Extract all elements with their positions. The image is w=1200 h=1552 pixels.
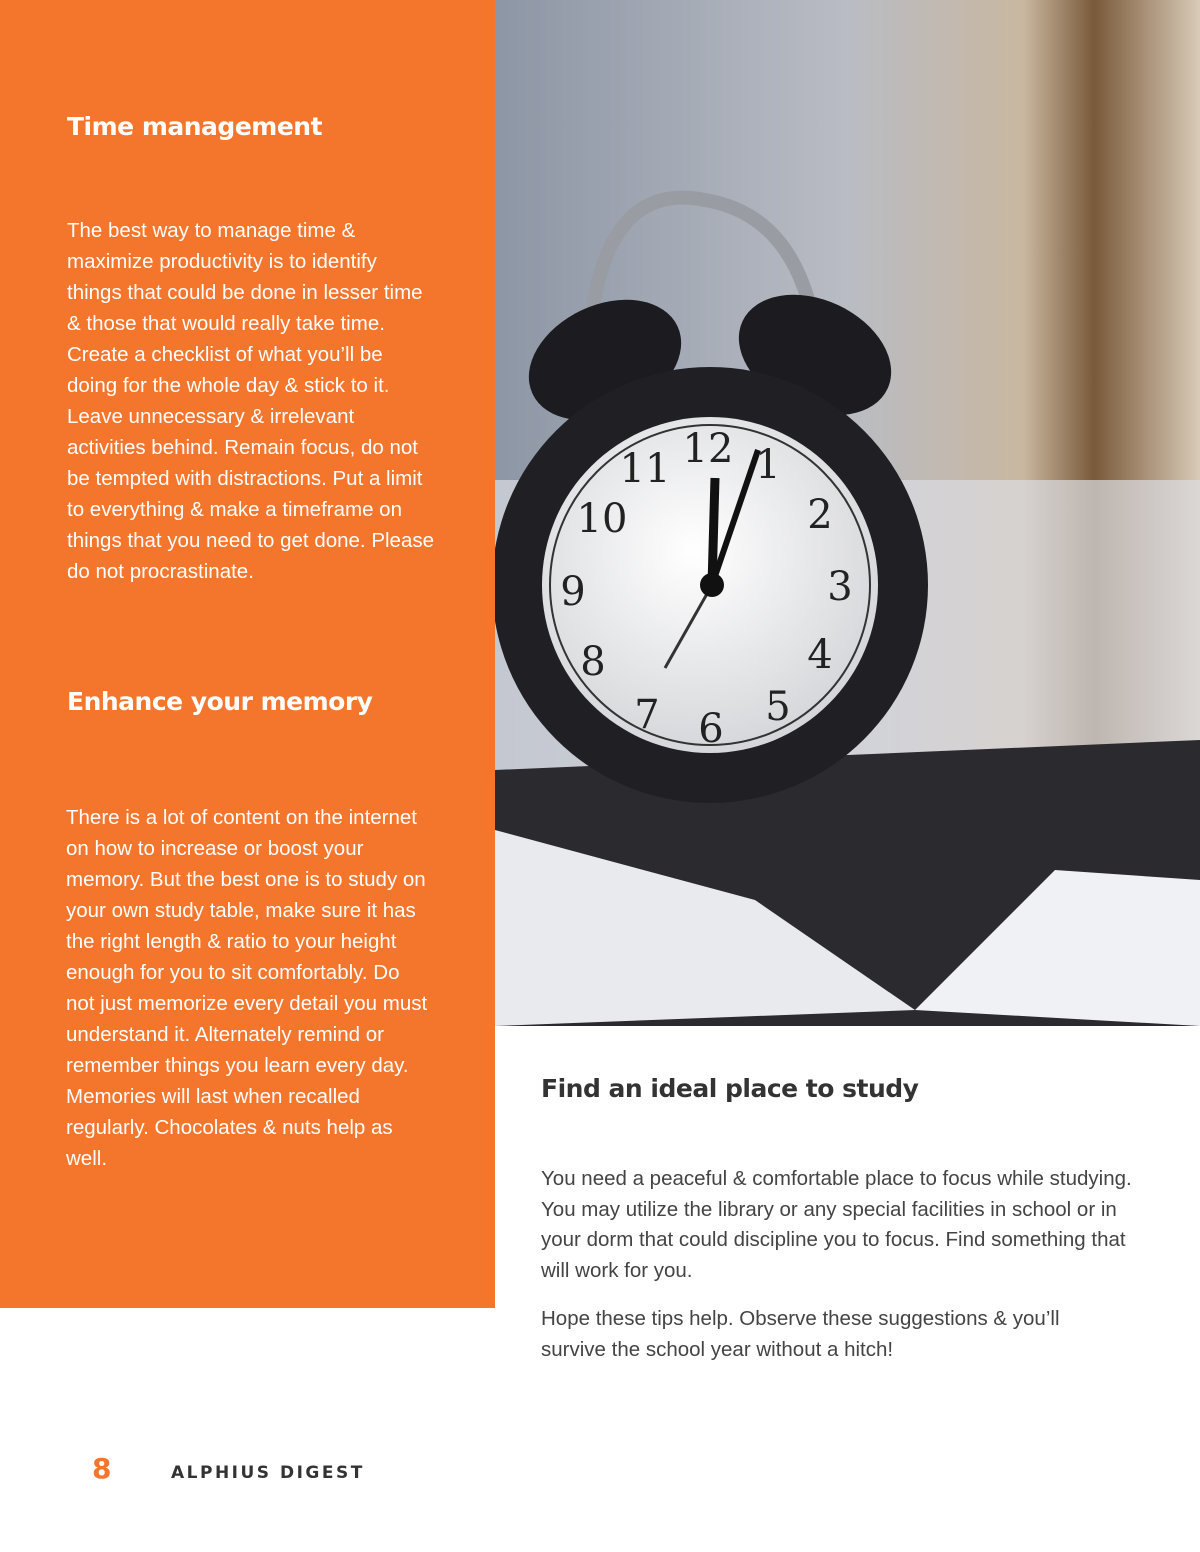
svg-text:3: 3 [827,564,853,610]
page-number: 8 [92,1452,112,1485]
publication-name: ALPHIUS DIGEST [171,1463,365,1483]
heading-enhance-memory: Enhance your memory [67,687,373,716]
enhance-memory-body: There is a lot of content on the internet on how to increase or boost your memory. But the best one is to study on your own study table, make sure it has the right length & ratio to your height enough for you to sit comfortably. Do not just memorize every detail you must understand it. Alternately remind or remember things you learn every day. Memories will last when recalled regularly. Chocolates & nuts help as well. [66,806,428,1170]
svg-text:8: 8 [580,639,606,685]
svg-text:9: 9 [560,569,586,615]
svg-text:10: 10 [576,496,628,542]
heading-ideal-place: Find an ideal place to study [541,1074,919,1103]
svg-text:2: 2 [807,492,833,538]
ideal-place-body: You need a peaceful & comfortable place to focus while studying. You may utilize the library or any special facilities in school or in your dorm that could discipline you to focus. Find something that will work for you. [541,1167,1132,1282]
svg-text:1: 1 [755,442,781,488]
svg-text:4: 4 [807,632,833,678]
alarm-clock-photo [495,0,1200,1026]
svg-text:7: 7 [634,692,660,738]
heading-time-management: Time management [67,112,323,141]
svg-text:11: 11 [619,446,671,492]
time-management-body: The best way to manage time & maximize productivity is to identify things that could be done in lesser time & those that would really take time. Create a checklist of what you’ll be doing for the whole day & stick to it. Leave unnecessary & irrelevant activities behind. Remain focus, do not be tempted with distractions. Put a limit to everything & make a timeframe on things that you need to get done. Please do not procrastinate. [67,219,434,583]
svg-text:6: 6 [698,706,724,752]
closing-paragraph: Hope these tips help. Observe these suggestions & you’ll survive the school year without a hitch! [541,1307,1060,1361]
svg-text:12: 12 [682,426,734,472]
svg-text:5: 5 [765,684,791,730]
